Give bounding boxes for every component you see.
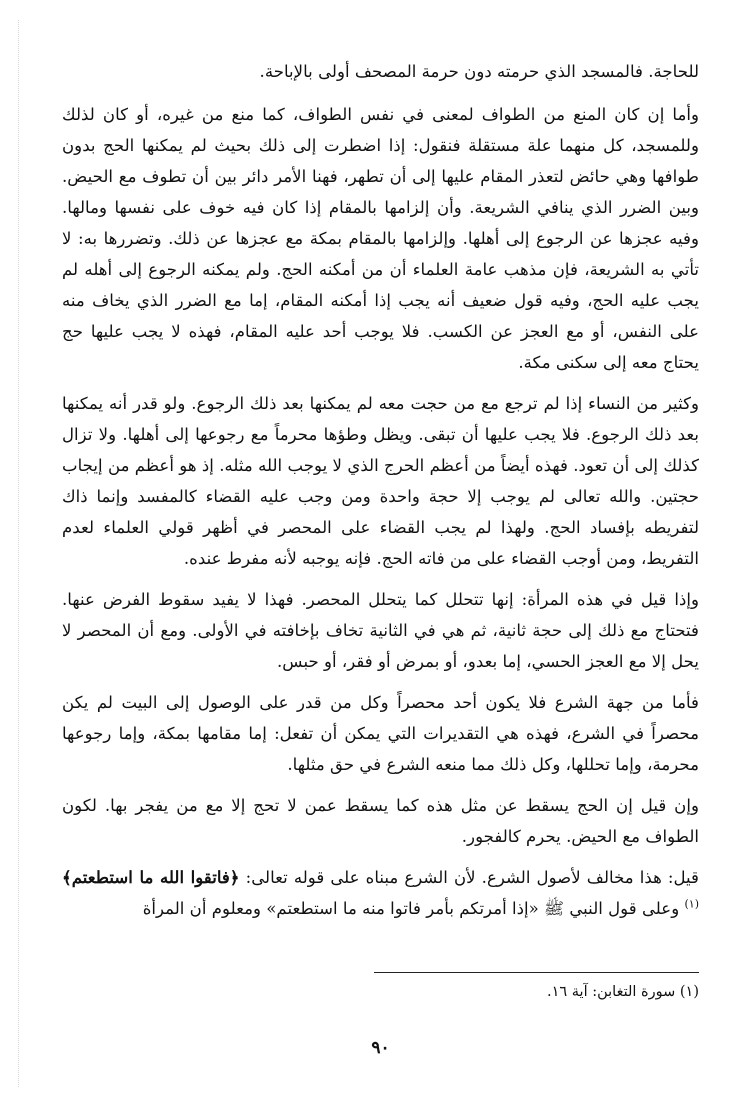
paragraph-6: وإن قيل إن الحج يسقط عن مثل هذه كما يسقط عمن لا تحج إلا مع من يفجر بها. لكون الطواف مع الحيض. يحرم كالفجور.: [62, 796, 699, 846]
paragraph-5: فأما من جهة الشرع فلا يكون أحد محصراً وكل من قدر على الوصول إلى البيت لم يكن محصراً في الشرع، فهذه هي التقديرات التي يمكن أن تفعل: إما مقامها بمكة، وإما رجوعها محرمة، وإما تحللها، وكل ذلك مما منعه الشرع في حق مثلها.: [62, 693, 699, 774]
paragraph-2: وأما إن كان المنع من الطواف لمعنى في نفس الطواف، كما منع من غيره، أو كان لذلك وللمسجد، كل منهما علة مستقلة فنقول: إذا اضطرت إلى ذلك بحيث لم يمكنها الحج بدون طوافها وهي حائض لتعذر المقام عليها إلى أن تطهر، فهنا الأمر دائر بين أن تطوف مع الحيض. وبين الضرر الذي ينافي الشريعة. وأن إلزامها بالمقام إذا كان فيه خوف على نفسها ومالها. وفيه عجزها عن الرجوع إلى أهلها. وإلزامها بالمقام بمكة مع عجزها عن ذلك. وتضررها به: لا تأتي به الشريعة، فإن مذهب عامة العلماء أن من أمكنه الحج. ولم يمكنه الرجوع إلى أهله لم يجب عليه الحج، وفيه قول ضعيف أنه يجب إذا أمكنه المقام، إما مع الضرر الذي يخاف منه على النفس، أو مع العجز عن الكسب. فلا يوجب أحد عليه المقام، فهذه لا يجب عليها حج يحتاج معه إلى سكنى مكة.: [62, 105, 699, 372]
book-page: [62, 56, 699, 1056]
footnote-marker: (١): [684, 897, 699, 911]
paragraph-3: وكثير من النساء إذا لم ترجع مع من حجت معه لم يمكنها بعد ذلك الرجوع. ولو قدر أنه يمكنها بعد ذلك الرجوع. فلا يجب عليها أن تبقى. ويظل وطؤها محرماً مع رجوعها إلى أهلها. ولا تزال كذلك إلى أن تعود. فهذه أيضاً من أعظم الحرج الذي لا يوجب الله مثله. إذ هو أعظم من إيجاب حجتين. والله تعالى لم يوجب إلا حجة واحدة ومن وجب عليه القضاء كالمفسد وإنما ذاك لتفريطه بإفساد الحج. ولهذا لم يجب القضاء على المحصر في أظهر قولي العلماء لعدم التفريط، ومن أوجب القضاء على من فاته الحج. فإنه يوجبه لأنه مفرط عنده.: [62, 394, 699, 568]
paragraph-7: [62, 862, 699, 924]
paragraph-4: وإذا قيل في هذه المرأة: إنها تتحلل كما يتحلل المحصر. فهذا لا يفيد سقوط الفرض عنها. فتحتاج مع ذلك إلى حجة ثانية، ثم هي في الثانية تخاف بإخافته في الأولى. ومع أن المحصر لا يحل إلا مع العجز الحسي، إما بعدو، أو بمرض أو فقر، أو حبس.: [62, 590, 699, 671]
scan-edge-line: [18, 20, 19, 1087]
footnote: (١) سورة التغابن: آية ١٦.: [546, 984, 699, 1000]
paragraph-7-intro: قيل: هذا مخالف لأصول الشرع. لأن الشرع مبناه على قوله تعالى:: [239, 868, 699, 887]
paragraph-1: للحاجة. فالمسجد الذي حرمته دون حرمة المصحف أولى بالإباحة.: [259, 62, 699, 81]
paragraph-7-hadith: وعلى قول النبي ﷺ «إذا أمرتكم بأمر فاتوا منه ما استطعتم» ومعلوم أن المرأة: [142, 899, 685, 918]
page-number: ٩٠: [371, 1038, 390, 1058]
footnote-divider: [374, 972, 699, 973]
quran-verse: ﴿فاتقوا الله ما استطعتم﴾: [62, 867, 240, 887]
